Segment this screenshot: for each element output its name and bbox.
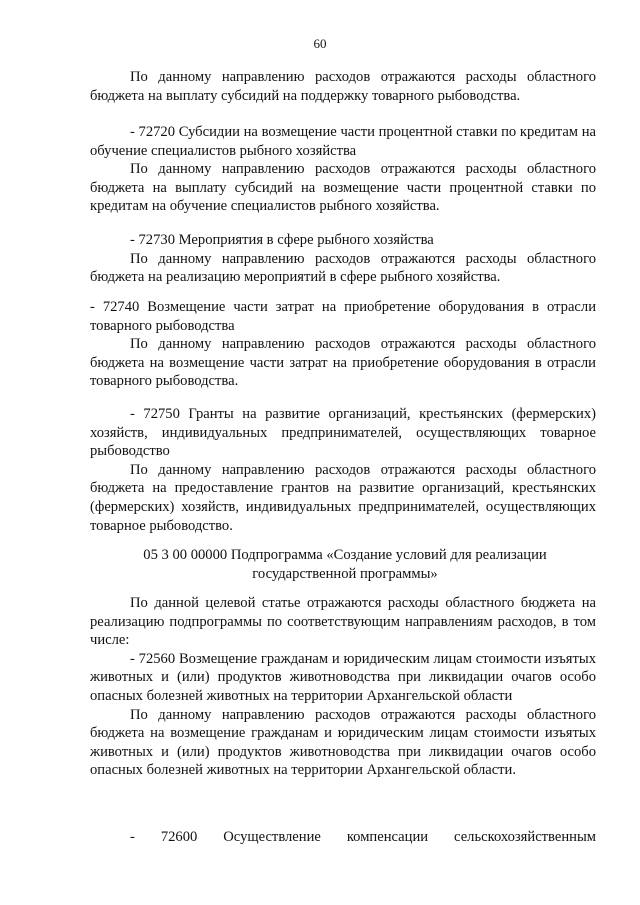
paragraph-72560-desc: По данному направлению расходов отражаются расходы областного бюджета на возмещение гражданам и юридическим лицам стоимости изъятых животных и (или) продуктов животноводства при ликвидации очагов особо опасных болезней животных на территории Архангельской области.	[90, 706, 596, 779]
subprogram-heading: 05 3 00 00000 Подпрограмма «Создание условий для реализации государственной программы»	[143, 547, 547, 582]
item-72750-title: - 72750 Гранты на развитие организаций, крестьянских (фермерских) хозяйств, индивидуальных предпринимателей, осуществляющих товарное рыбоводство	[90, 406, 596, 460]
paragraph-72720-desc: По данному направлению расходов отражаются расходы областного бюджета на выплату субсидий на возмещение части процентной ставки по кредитам на обучение специалистов рыбного хозяйства.	[90, 161, 596, 215]
paragraph-72750-desc: По данному направлению расходов отражаются расходы областного бюджета на предоставление грантов на развитие организаций, крестьянских (фермерских) хозяйств, индивидуальных предпринимателей, осуществляющих товарное рыбоводство.	[90, 461, 596, 534]
item-72600-title: - 72600 Осуществление компенсации сельскохозяйственным	[130, 829, 596, 845]
item-72560-title: - 72560 Возмещение гражданам и юридическим лицам стоимости изъятых животных и (или) продуктов животноводства при ликвидации очагов особо опасных болезней животных на территории Архангельской области	[90, 650, 596, 704]
paragraph-subprogram-intro: По данной целевой статье отражаются расходы областного бюджета на реализацию подпрограммы по соответствующим направлениям расходов, в том числе:	[90, 595, 596, 649]
paragraph-fish-farming-subsidy: По данному направлению расходов отражаются расходы областного бюджета на выплату субсидий на поддержку товарного рыбоводства.	[90, 69, 596, 104]
paragraph-72740-desc: По данному направлению расходов отражаются расходы областного бюджета на возмещение части затрат на приобретение оборудования в отрасли товарного рыбоводства.	[90, 336, 596, 390]
item-72730-title: - 72730 Мероприятия в сфере рыбного хозяйства	[130, 232, 434, 248]
item-72740-title: - 72740 Возмещение части затрат на приобретение оборудования в отрасли товарного рыбоводства	[90, 299, 596, 334]
item-72720-title: - 72720 Субсидии на возмещение части процентной ставки по кредитам на обучение специалистов рыбного хозяйства	[90, 124, 596, 159]
paragraph-72730-desc: По данному направлению расходов отражаются расходы областного бюджета на реализацию мероприятий в сфере рыбного хозяйства.	[90, 250, 596, 286]
page-number: 60	[313, 36, 327, 51]
